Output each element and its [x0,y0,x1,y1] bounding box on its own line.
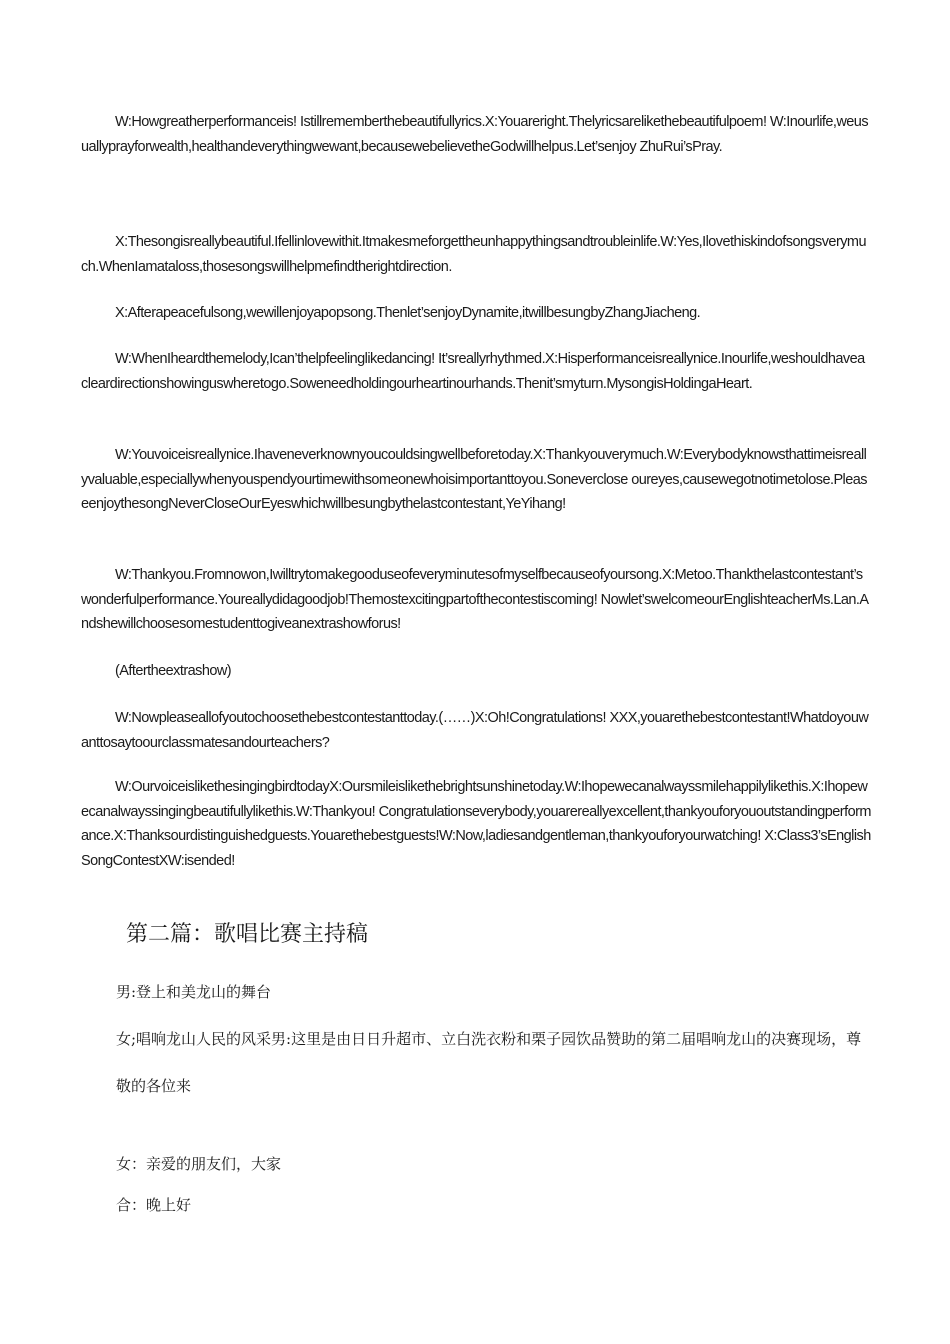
paragraph: X:Afterapeacefulsong,wewillenjoyapopsong.Thenlet’senjoyDynamite,itwillbesungbyZhangJiacheng. [115,305,701,321]
script-line: 女：亲爱的朋友们，大家 [116,1155,282,1173]
paragraph: W:Nowpleaseallofyoutochoosethebestcontestanttoday.(……)X:Oh!Congratulations! XXX,youarethebestcontestant!Whatdoyouwanttosaytoourclassmatesandourteachers? [81,710,869,751]
script-line: 男:登上和美龙山的舞台 [116,983,272,1001]
paragraph: W:Thankyou.Fromnowon,Iwilltrytomakegooduseofeveryminutesofmyselfbecauseofyoursong.X:Metoo.Thankthelastcontestant’swonderfulperformance.Youreallydidagoodjob!Themostexcitingpartofthecontestiscoming! Nowlet’swelcomeourEnglishteacherMs.Lan.Andshewillchoosesomestudenttogiveanextrashowforus! [81,567,869,632]
paragraph: W:Youvoiceisreallynice.Ihaveneverknownyoucouldsingwellbeforetoday.X:Thankyouverymuch.W:Everybodyknowsthattimeisreallyvaluable,especiallywhenyouspendyourtimewithsomeonewhoisimportanttoyou.Soneverclose oureyes,causewegotnotimetolose.PleaseenjoythesongNeverCloseOurEyeswhichwillbesungbythelastcontestant,YeYihang! [81,447,867,512]
paragraph: (Aftertheextrashow) [115,663,232,679]
paragraph: W:OurvoiceislikethesingingbirdtodayX:Oursmileislikethebrightsunshinetoday.W:Ihopewecanalwayssmilehappilylikethis.X:Ihopewecanalwayssingingbeautifullylikethis.W:Thankyou! Congratulationseverybody,youarereallyexcellent,thankyouforyououtstandingperformance.X:Thanksourdistinguishedguests.Youarethebestguests!W:Now,ladiesandgentleman,thankyouforyourwatching! X:Class3’sEnglishSongContestXW:isended! [81,779,871,869]
section-title: 第二篇：歌唱比赛主持稿 [126,922,369,947]
script-line: 合：晚上好 [116,1196,192,1214]
paragraph: W:Howgreatherperformanceis! Istillrememberthebeautifullyrics.X:Youareright.Thelyricsarelikethebeautifulpoem! W:Inourlife,weusuallyprayforwealth,healthandeverythingwewant,becausewebelievetheGodwillhelpus.Let’senjoy ZhuRui’sPray. [81,114,869,155]
script-line: 女;唱响龙山人民的风采男:这里是由日日升超市、立白洗衣粉和栗子园饮品赞助的第二届唱响龙山的决赛现场，尊敬的各位来 [116,1030,862,1095]
paragraph: X:Thesongisreallybeautiful.Ifellinlovewithit.Itmakesmeforgettheunhappythingsandtroubleinlife.W:Yes,Ilovethiskindofsongsverymuch.WhenIamataloss,thosesongswillhelpmefindtherightdirection. [81,234,866,275]
paragraph: W:WhenIheardthemelody,Ican’thelpfeelinglikedancing! It’sreallyrhythmed.X:Hisperformanceisreallynice.Inourlife,weshouldhaveacleardirectionshowinguswheretogo.Soweneedholdingourheartinourhands.Thenit’smyturn.MysongisHoldingaHeart. [81,351,865,392]
